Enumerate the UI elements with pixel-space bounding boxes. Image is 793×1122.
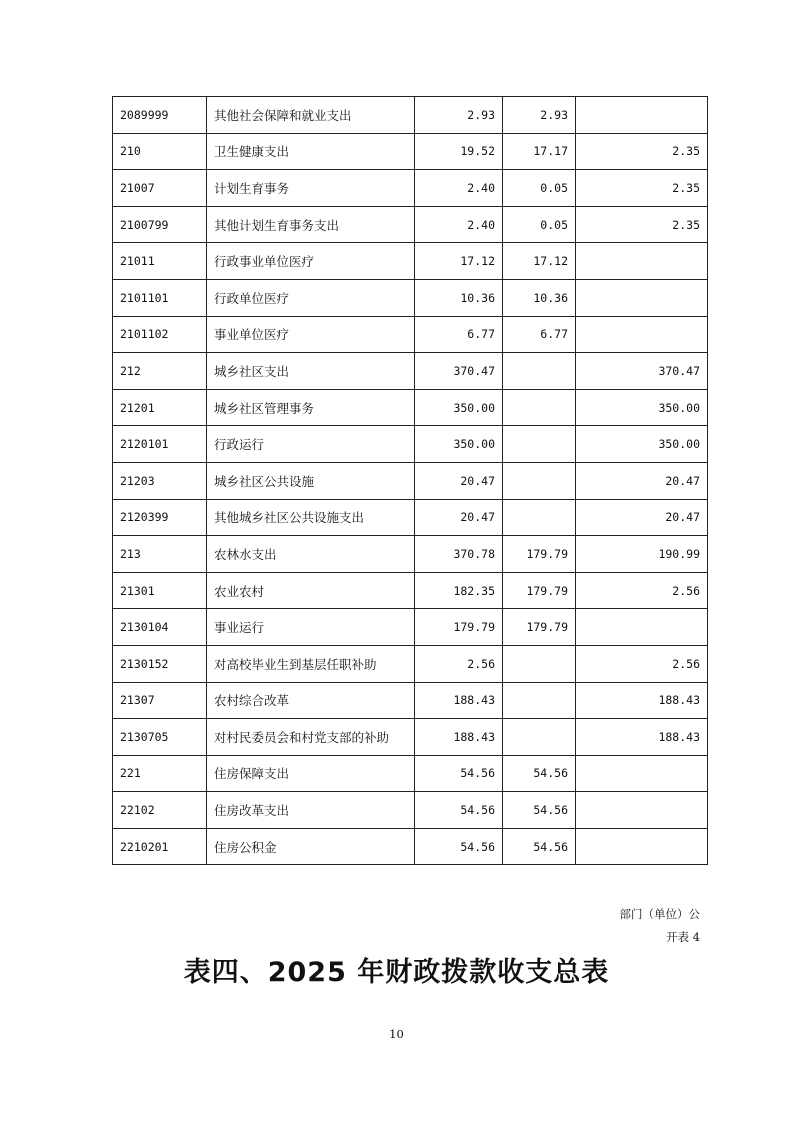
total-amount-cell: 2.40 (415, 170, 503, 207)
total-amount-cell: 6.77 (415, 316, 503, 353)
table-row (113, 755, 708, 792)
project-expenditure-cell (576, 97, 708, 134)
subject-name-cell: 行政事业单位医疗 (207, 243, 415, 280)
total-amount-cell: 370.47 (415, 353, 503, 390)
subject-name-cell: 住房公积金 (207, 828, 415, 865)
table-row (113, 170, 708, 207)
subject-code-cell: 2120399 (113, 499, 207, 536)
basic-expenditure-cell: 54.56 (503, 792, 576, 829)
project-expenditure-cell: 2.35 (576, 133, 708, 170)
total-amount-cell: 20.47 (415, 499, 503, 536)
basic-expenditure-cell (503, 645, 576, 682)
subject-code-cell: 21201 (113, 389, 207, 426)
table-row (113, 609, 708, 646)
total-amount-cell: 54.56 (415, 755, 503, 792)
total-amount-cell: 54.56 (415, 792, 503, 829)
project-expenditure-cell (576, 609, 708, 646)
basic-expenditure-cell (503, 462, 576, 499)
basic-expenditure-cell: 6.77 (503, 316, 576, 353)
subject-name-cell: 农业农村 (207, 572, 415, 609)
total-amount-cell: 350.00 (415, 389, 503, 426)
subject-code-cell: 2120101 (113, 426, 207, 463)
table-row (113, 279, 708, 316)
table-four-title: 表四、2025 年财政拨款收支总表 (183, 957, 610, 988)
subject-name-cell: 对村民委员会和村党支部的补助 (207, 719, 415, 756)
project-expenditure-cell (576, 279, 708, 316)
basic-expenditure-cell: 179.79 (503, 609, 576, 646)
subject-name-cell: 住房保障支出 (207, 755, 415, 792)
table-row (113, 426, 708, 463)
project-expenditure-cell (576, 316, 708, 353)
subject-code-cell: 2130152 (113, 645, 207, 682)
subject-name-cell: 事业运行 (207, 609, 415, 646)
basic-expenditure-cell (503, 426, 576, 463)
project-expenditure-cell: 350.00 (576, 426, 708, 463)
total-amount-cell: 179.79 (415, 609, 503, 646)
subject-code-cell: 210 (113, 133, 207, 170)
subject-code-cell: 221 (113, 755, 207, 792)
table-row (113, 572, 708, 609)
total-amount-cell: 182.35 (415, 572, 503, 609)
subject-code-cell: 2101102 (113, 316, 207, 353)
table-row (113, 682, 708, 719)
subject-name-cell: 住房改革支出 (207, 792, 415, 829)
total-amount-cell: 54.56 (415, 828, 503, 865)
project-expenditure-cell: 190.99 (576, 536, 708, 573)
project-expenditure-cell: 20.47 (576, 462, 708, 499)
basic-expenditure-cell: 0.05 (503, 206, 576, 243)
subject-name-cell: 城乡社区公共设施 (207, 462, 415, 499)
basic-expenditure-cell: 179.79 (503, 536, 576, 573)
basic-expenditure-cell: 17.12 (503, 243, 576, 280)
basic-expenditure-cell: 10.36 (503, 279, 576, 316)
table-row (113, 645, 708, 682)
project-expenditure-cell: 188.43 (576, 682, 708, 719)
table-row (113, 243, 708, 280)
subject-code-cell: 2101101 (113, 279, 207, 316)
department-note: 部门（单位）公 (619, 907, 700, 921)
table-row (113, 206, 708, 243)
project-expenditure-cell: 188.43 (576, 719, 708, 756)
subject-code-cell: 21301 (113, 572, 207, 609)
page-number: 10 (389, 1027, 404, 1041)
total-amount-cell: 20.47 (415, 462, 503, 499)
total-amount-cell: 19.52 (415, 133, 503, 170)
table-row (113, 389, 708, 426)
project-expenditure-cell: 2.35 (576, 170, 708, 207)
basic-expenditure-cell (503, 719, 576, 756)
table-row (113, 462, 708, 499)
project-expenditure-cell: 2.56 (576, 645, 708, 682)
subject-name-cell: 行政单位医疗 (207, 279, 415, 316)
subject-name-cell: 其他城乡社区公共设施支出 (207, 499, 415, 536)
total-amount-cell: 2.56 (415, 645, 503, 682)
basic-expenditure-cell: 0.05 (503, 170, 576, 207)
basic-expenditure-cell: 54.56 (503, 828, 576, 865)
project-expenditure-cell (576, 828, 708, 865)
subject-name-cell: 行政运行 (207, 426, 415, 463)
total-amount-cell: 10.36 (415, 279, 503, 316)
table-body (113, 97, 708, 865)
subject-code-cell: 2089999 (113, 97, 207, 134)
subject-code-cell: 213 (113, 536, 207, 573)
table-row (113, 133, 708, 170)
table-row (113, 792, 708, 829)
project-expenditure-cell: 2.56 (576, 572, 708, 609)
subject-code-cell: 22102 (113, 792, 207, 829)
project-expenditure-cell: 20.47 (576, 499, 708, 536)
total-amount-cell: 2.93 (415, 97, 503, 134)
subject-name-cell: 农林水支出 (207, 536, 415, 573)
total-amount-cell: 350.00 (415, 426, 503, 463)
subject-code-cell: 212 (113, 353, 207, 390)
project-expenditure-cell (576, 243, 708, 280)
subject-name-cell: 事业单位医疗 (207, 316, 415, 353)
expenditure-table (112, 96, 708, 865)
subject-name-cell: 对高校毕业生到基层任职补助 (207, 645, 415, 682)
subject-name-cell: 农村综合改革 (207, 682, 415, 719)
subject-name-cell: 卫生健康支出 (207, 133, 415, 170)
total-amount-cell: 2.40 (415, 206, 503, 243)
table-row (113, 316, 708, 353)
basic-expenditure-cell: 179.79 (503, 572, 576, 609)
subject-code-cell: 21307 (113, 682, 207, 719)
table-row (113, 353, 708, 390)
subject-code-cell: 21011 (113, 243, 207, 280)
project-expenditure-cell: 370.47 (576, 353, 708, 390)
subject-code-cell: 2130705 (113, 719, 207, 756)
subject-name-cell: 其他计划生育事务支出 (207, 206, 415, 243)
basic-expenditure-cell (503, 499, 576, 536)
total-amount-cell: 370.78 (415, 536, 503, 573)
subject-code-cell: 21007 (113, 170, 207, 207)
total-amount-cell: 17.12 (415, 243, 503, 280)
subject-code-cell: 2130104 (113, 609, 207, 646)
basic-expenditure-cell (503, 682, 576, 719)
table-row (113, 499, 708, 536)
table-row (113, 719, 708, 756)
basic-expenditure-cell (503, 353, 576, 390)
table-row (113, 97, 708, 134)
subject-name-cell: 计划生育事务 (207, 170, 415, 207)
basic-expenditure-cell: 17.17 (503, 133, 576, 170)
table-row (113, 536, 708, 573)
total-amount-cell: 188.43 (415, 719, 503, 756)
subject-name-cell: 城乡社区支出 (207, 353, 415, 390)
basic-expenditure-cell: 54.56 (503, 755, 576, 792)
project-expenditure-cell (576, 755, 708, 792)
project-expenditure-cell: 2.35 (576, 206, 708, 243)
subject-name-cell: 其他社会保障和就业支出 (207, 97, 415, 134)
total-amount-cell: 188.43 (415, 682, 503, 719)
table-row (113, 828, 708, 865)
attachment-note: 开表 4 (666, 930, 700, 944)
subject-name-cell: 城乡社区管理事务 (207, 389, 415, 426)
basic-expenditure-cell: 2.93 (503, 97, 576, 134)
basic-expenditure-cell (503, 389, 576, 426)
subject-code-cell: 2100799 (113, 206, 207, 243)
subject-code-cell: 21203 (113, 462, 207, 499)
subject-code-cell: 2210201 (113, 828, 207, 865)
project-expenditure-cell: 350.00 (576, 389, 708, 426)
project-expenditure-cell (576, 792, 708, 829)
